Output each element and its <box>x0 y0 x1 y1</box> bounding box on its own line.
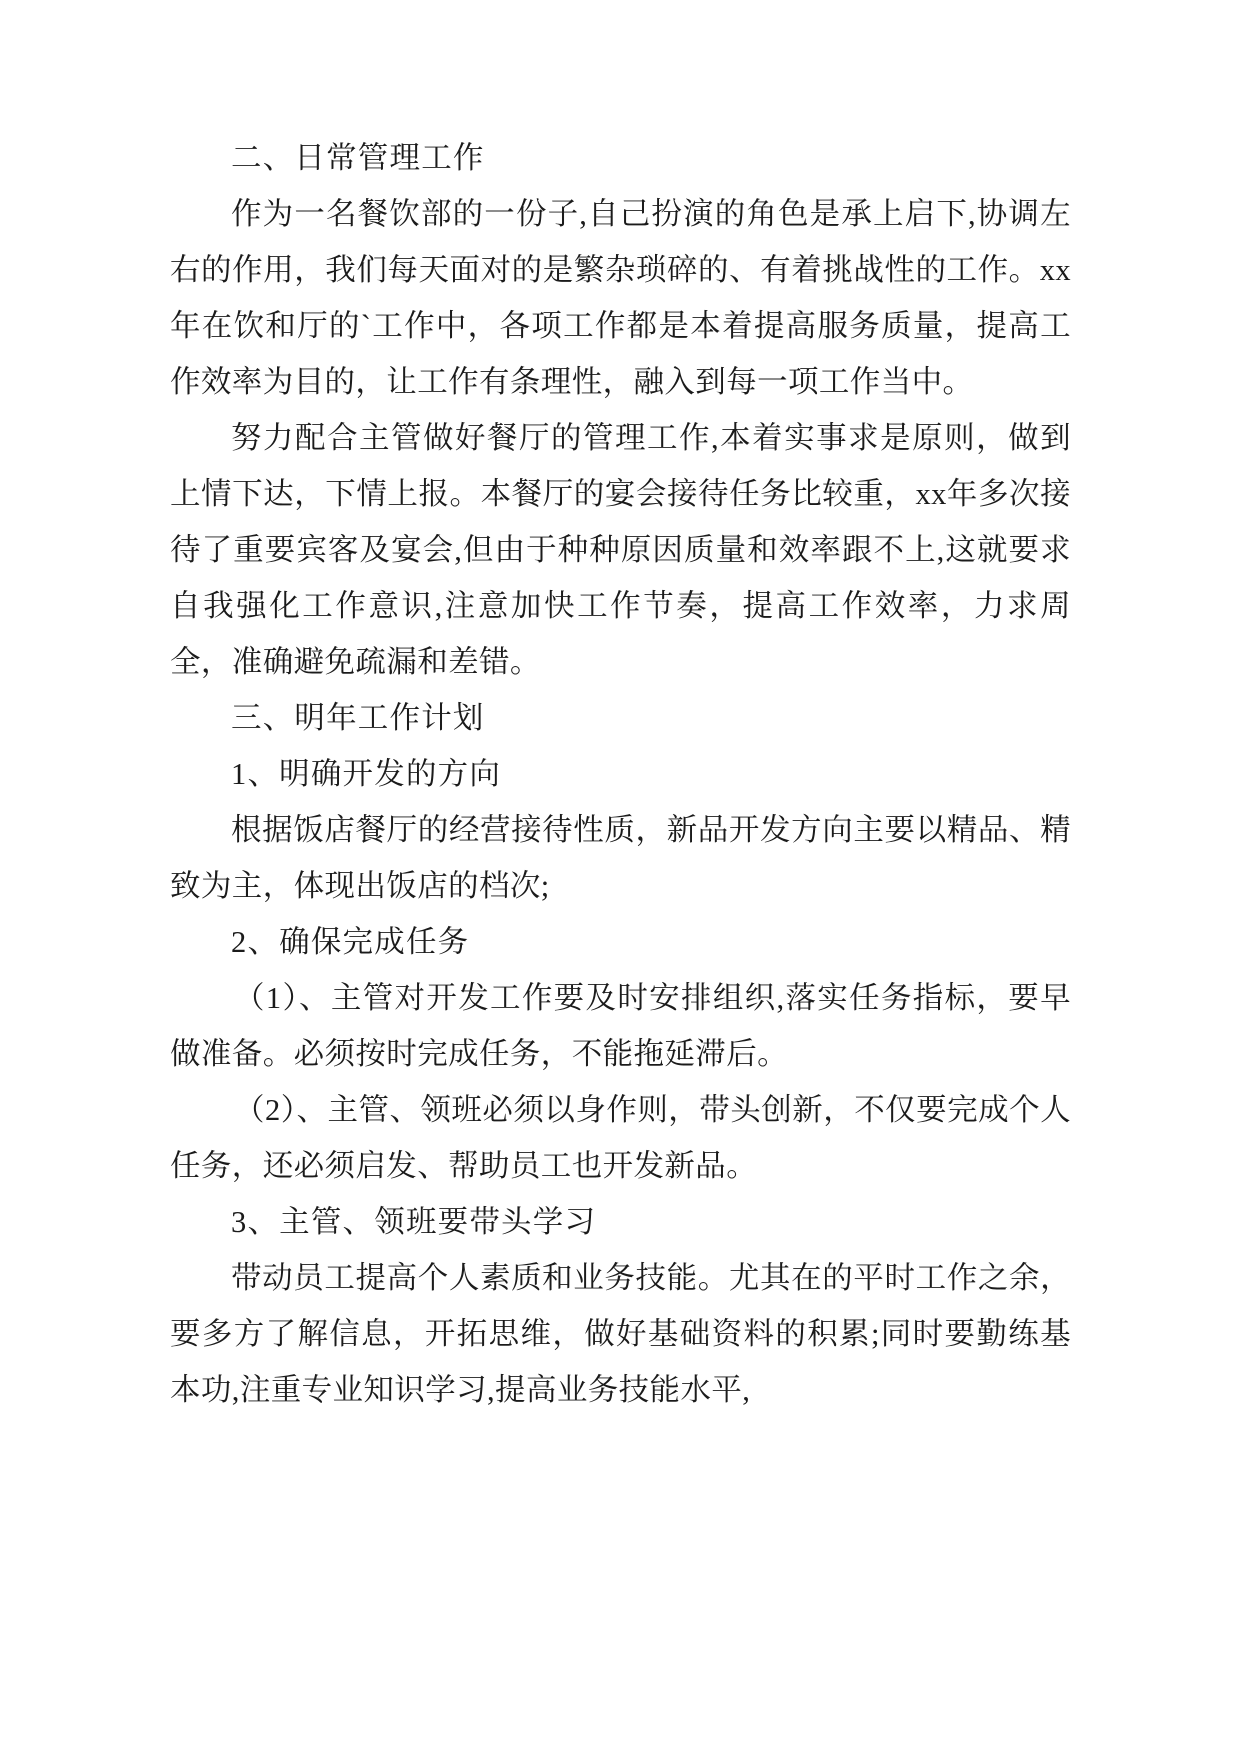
item-heading-lead-learning: 3、主管、领班要带头学习 <box>231 1205 597 1239</box>
item-body-development-direction: 根据饭店餐厅的经营接待性质，新品开发方向主要以精品、精致为主，体现出饭店的档次; <box>170 813 1071 903</box>
item-sub-point-two: （2）、主管、领班必须以身作则，带头创新，不仅要完成个人任务，还必须启发、帮助员工也开发新品。 <box>170 1093 1071 1183</box>
item-body-lead-learning: 带动员工提高个人素质和业务技能。尤其在的平时工作之余，要多方了解信息，开拓思维，做好基础资料的积累;同时要勤练基本功,注重专业知识学习,提高业务技能水平, <box>170 1261 1071 1407</box>
document-body <box>170 130 1071 1418</box>
section-heading-next-year-plan: 三、明年工作计划 <box>231 701 485 735</box>
item-heading-ensure-task-completion: 2、确保完成任务 <box>231 925 470 959</box>
paragraph-management-cooperation: 努力配合主管做好餐厅的管理工作,本着实事求是原则，做到上情下达，下情上报。本餐厅的宴会接待任务比较重，xx年多次接待了重要宾客及宴会,但由于种种原因质量和效率跟不上,这就要求自我强化工作意识,注意加快工作节奏，提高工作效率，力求周全，准确避免疏漏和差错。 <box>170 421 1071 679</box>
section-heading-daily-management: 二、日常管理工作 <box>231 141 485 175</box>
paragraph-role-description: 作为一名餐饮部的一份子,自己扮演的角色是承上启下,协调左右的作用，我们每天面对的是繁杂琐碎的、有着挑战性的工作。xx年在饮和厅的`工作中，各项工作都是本着提高服务质量，提高工作效率为目的，让工作有条理性，融入到每一项工作当中。 <box>170 197 1071 399</box>
item-sub-point-one: （1）、主管对开发工作要及时安排组织,落实任务指标，要早做准备。必须按时完成任务，不能拖延滞后。 <box>170 981 1071 1071</box>
item-heading-development-direction: 1、明确开发的方向 <box>231 757 502 791</box>
